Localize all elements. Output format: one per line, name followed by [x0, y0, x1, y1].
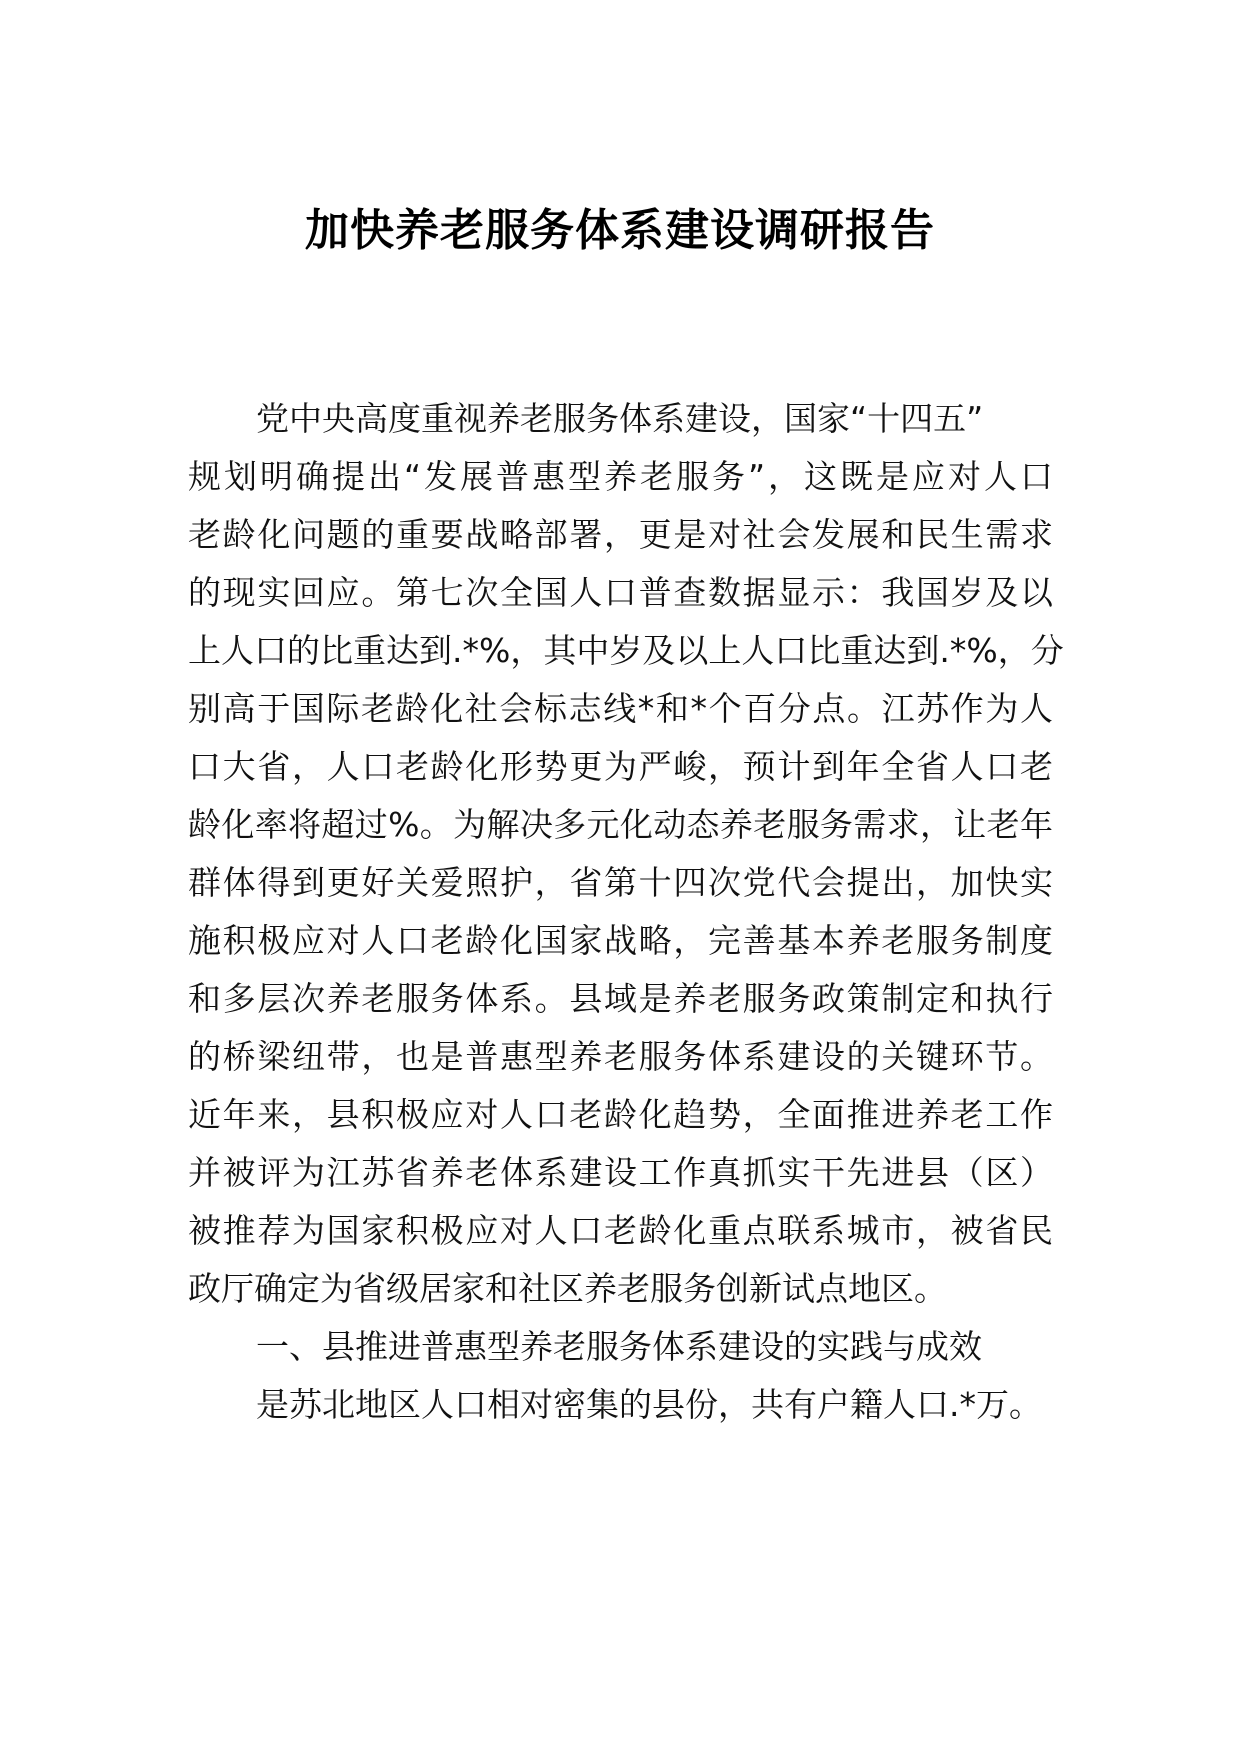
- paragraph-line: 和多层次养老服务体系。县域是养老服务政策制定和执行: [188, 979, 1053, 1018]
- section-heading: 一、县推进普惠型养老服务体系建设的实践与成效: [256, 1327, 982, 1366]
- paragraph-line: 群体得到更好关爱照护，省第十四次党代会提出，加快实: [188, 863, 1053, 902]
- paragraph-line: 近年来，县积极应对人口老龄化趋势，全面推进养老工作: [188, 1095, 1053, 1134]
- paragraph-line: 并被评为江苏省养老体系建设工作真抓实干先进县（区）: [188, 1153, 1053, 1192]
- paragraph-line: 口大省，人口老龄化形势更为严峻，预计到年全省人口老: [188, 747, 1053, 786]
- section-paragraph-line: 是苏北地区人口相对密集的县份，共有户籍人口.*万。: [256, 1385, 1042, 1424]
- paragraph-line: 规划明确提出“发展普惠型养老服务”，这既是应对人口: [188, 457, 1053, 496]
- paragraph-line: 施积极应对人口老龄化国家战略，完善基本养老服务制度: [188, 921, 1053, 960]
- document-title: 加快养老服务体系建设调研报告: [305, 205, 935, 256]
- paragraph-line: 政厅确定为省级居家和社区养老服务创新试点地区。: [188, 1269, 947, 1308]
- paragraph-line: 被推荐为国家积极应对人口老龄化重点联系城市，被省民: [188, 1211, 1053, 1250]
- paragraph-line: 的桥梁纽带，也是普惠型养老服务体系建设的关键环节。: [188, 1037, 1053, 1076]
- paragraph-line: 老龄化问题的重要战略部署，更是对社会发展和民生需求: [188, 515, 1053, 554]
- paragraph-line: 上人口的比重达到.*%，其中岁及以上人口比重达到.*%，分: [188, 631, 1064, 670]
- paragraph-line: 的现实回应。第七次全国人口普查数据显示：我国岁及以: [188, 573, 1053, 612]
- paragraph-line: 别高于国际老龄化社会标志线*和*个百分点。江苏作为人: [188, 689, 1053, 728]
- paragraph-line: 龄化率将超过%。为解决多元化动态养老服务需求，让老年: [188, 805, 1053, 844]
- paragraph-line: 党中央高度重视养老服务体系建设，国家“十四五”: [256, 399, 984, 438]
